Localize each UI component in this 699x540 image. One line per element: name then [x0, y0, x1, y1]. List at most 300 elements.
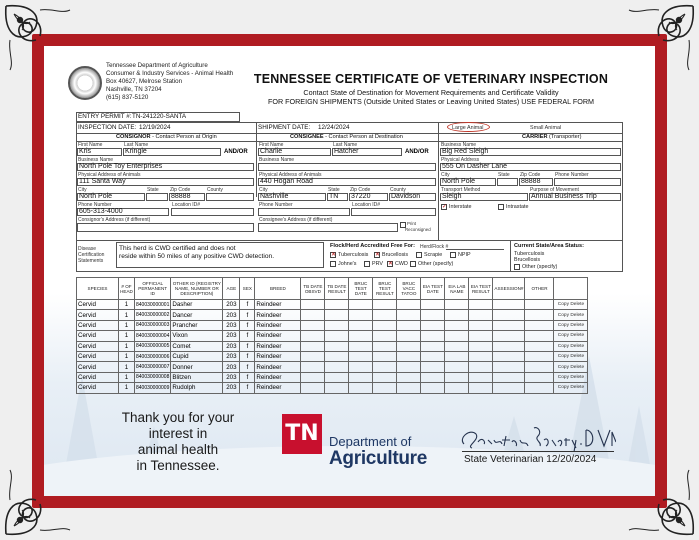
empty-test-cell[interactable]: [525, 341, 554, 351]
table-row[interactable]: [77, 351, 588, 361]
empty-test-cell[interactable]: [421, 320, 445, 330]
copy-row-button[interactable]: Copy: [557, 322, 569, 328]
other-id-cell[interactable]: Rudolph: [171, 383, 223, 393]
head-count-cell[interactable]: 1: [119, 331, 135, 341]
empty-test-cell[interactable]: [325, 362, 349, 372]
row-actions: [554, 372, 588, 382]
empty-test-cell[interactable]: [445, 310, 469, 320]
sex-cell[interactable]: f: [240, 331, 255, 341]
empty-test-cell[interactable]: [421, 351, 445, 361]
empty-test-cell[interactable]: [493, 383, 525, 393]
empty-test-cell[interactable]: [469, 300, 493, 310]
breed-cell[interactable]: Reindeer: [255, 320, 301, 330]
empty-test-cell[interactable]: [469, 351, 493, 361]
empty-test-cell[interactable]: [445, 351, 469, 361]
signature-text: Samantha Beaty, DVM: [584, 446, 595, 447]
official-id-cell[interactable]: 840030000004: [135, 331, 171, 341]
empty-test-cell[interactable]: [349, 372, 373, 382]
inspection-date-label: INSPECTION DATE:: [78, 124, 137, 131]
agency-name: Tennessee Department of Agriculture: [106, 62, 208, 69]
ornament-corner-top-left: [0, 0, 82, 82]
empty-test-cell[interactable]: [325, 300, 349, 310]
empty-test-cell[interactable]: [325, 341, 349, 351]
consignor-address: 111 Santa Way: [79, 178, 126, 185]
delete-row-button[interactable]: Delete: [570, 354, 585, 360]
thanks-line-4: in Tennessee.: [136, 458, 220, 473]
current-tb-label: Tuberculosis: [514, 251, 545, 257]
empty-test-cell[interactable]: [445, 372, 469, 382]
empty-test-cell[interactable]: [525, 351, 554, 361]
consignor-header: [116, 134, 217, 140]
official-id-cell[interactable]: 840030000008: [135, 372, 171, 382]
consignee-title: CONSIGNEE: [290, 134, 324, 140]
age-cell[interactable]: 203: [223, 362, 240, 372]
delete-row-button[interactable]: Delete: [570, 322, 585, 328]
disease-statement-label: Disease Certification Statements: [78, 246, 105, 264]
consignor-location-label: Location ID#: [172, 202, 201, 208]
official-id-cell[interactable]: 840030000001: [135, 300, 171, 310]
tb-free-checkbox[interactable]: ✕: [331, 252, 337, 258]
head-count-cell[interactable]: 1: [119, 300, 135, 310]
empty-test-cell[interactable]: [373, 341, 397, 351]
flock-accredited-label: Flock/Herd Accredited Free For:: [330, 243, 415, 249]
empty-test-cell[interactable]: [349, 383, 373, 393]
empty-test-cell[interactable]: [445, 341, 469, 351]
empty-test-cell[interactable]: [397, 331, 421, 341]
empty-test-cell[interactable]: [397, 300, 421, 310]
entry-permit-label: ENTRY PERMIT #:: [78, 113, 132, 120]
empty-test-cell[interactable]: [301, 383, 325, 393]
column-header: SEX: [240, 278, 255, 300]
empty-test-cell[interactable]: [325, 310, 349, 320]
empty-test-cell[interactable]: [373, 320, 397, 330]
empty-test-cell[interactable]: [469, 372, 493, 382]
scrapie-checkbox[interactable]: [416, 252, 422, 258]
sex-cell[interactable]: f: [240, 300, 255, 310]
carrier-phone-field[interactable]: [554, 178, 621, 186]
breed-cell[interactable]: Reindeer: [255, 372, 301, 382]
empty-test-cell[interactable]: [373, 351, 397, 361]
consignor-zip: 88888: [171, 193, 191, 200]
consignee-phone-field[interactable]: [258, 208, 350, 216]
species-cell[interactable]: Cervid: [77, 310, 119, 320]
empty-test-cell[interactable]: [325, 383, 349, 393]
consignee-alt-address-label: Consignee's Address (if different): [259, 217, 333, 223]
official-id-cell[interactable]: 840030000006: [135, 351, 171, 361]
sex-cell[interactable]: f: [240, 372, 255, 382]
other-id-cell[interactable]: Comet: [171, 341, 223, 351]
agriculture-text: Agriculture: [329, 448, 428, 469]
delete-row-button[interactable]: Delete: [570, 302, 585, 308]
empty-test-cell[interactable]: [397, 341, 421, 351]
consignor-city-label: City: [78, 187, 87, 193]
consignor-last-name: Kringle: [125, 148, 147, 155]
ornament-corner-top-right: [617, 0, 699, 82]
age-cell[interactable]: 203: [223, 310, 240, 320]
empty-test-cell[interactable]: [421, 331, 445, 341]
other-specify-label: Other (specify): [418, 261, 454, 267]
certificate-paper: [44, 46, 655, 496]
empty-test-cell[interactable]: [373, 383, 397, 393]
table-header-row: [77, 278, 588, 300]
empty-test-cell[interactable]: [373, 300, 397, 310]
divider: [76, 240, 623, 241]
consignor-alt-address-field[interactable]: [77, 223, 254, 232]
head-count-cell[interactable]: 1: [119, 383, 135, 393]
table-row[interactable]: [77, 331, 588, 341]
empty-test-cell[interactable]: [493, 372, 525, 382]
empty-test-cell[interactable]: [469, 341, 493, 351]
breed-cell[interactable]: Reindeer: [255, 341, 301, 351]
breed-cell[interactable]: Reindeer: [255, 362, 301, 372]
sex-cell[interactable]: f: [240, 320, 255, 330]
consignee-business-field[interactable]: [258, 163, 436, 171]
thanks-line-1: Thank you for your: [121, 410, 235, 425]
age-cell[interactable]: 203: [223, 372, 240, 382]
carrier-state-field[interactable]: [497, 178, 518, 186]
carrier-state-label: State: [498, 172, 510, 178]
empty-test-cell[interactable]: [445, 331, 469, 341]
large-animal-option[interactable]: Large Animal: [452, 125, 484, 131]
age-cell[interactable]: 203: [223, 331, 240, 341]
empty-test-cell[interactable]: [301, 320, 325, 330]
empty-test-cell[interactable]: [493, 341, 525, 351]
copy-row-button[interactable]: Copy: [557, 312, 569, 318]
purpose-label: Purpose of Movement: [530, 187, 579, 193]
consignee-alt-address-field[interactable]: [258, 223, 398, 232]
delete-row-button[interactable]: Delete: [570, 333, 585, 339]
age-cell[interactable]: 203: [223, 351, 240, 361]
bruc-free-label: Brucellosis: [382, 252, 409, 258]
head-count-cell[interactable]: 1: [119, 362, 135, 372]
consignee-location-field[interactable]: [351, 208, 436, 216]
column-header: OFFICIAL PERMANENT ID: [135, 278, 171, 300]
reconsigned-label: Reconsigned: [405, 227, 431, 232]
column-header: TB DATE OBSVD: [301, 278, 325, 300]
divider: [510, 240, 511, 272]
carrier-subtitle: (Transporter): [549, 134, 582, 140]
empty-test-cell[interactable]: [445, 383, 469, 393]
empty-test-cell[interactable]: [301, 372, 325, 382]
empty-test-cell[interactable]: [525, 310, 554, 320]
official-id-cell[interactable]: 840030000009: [135, 383, 171, 393]
other-id-cell[interactable]: Blitzen: [171, 372, 223, 382]
empty-test-cell[interactable]: [301, 362, 325, 372]
carrier-header: [522, 134, 581, 140]
tb-free-label: Tuberculosis: [338, 252, 369, 258]
copy-row-button[interactable]: Copy: [557, 364, 569, 370]
column-header: EIA LAB NAME: [445, 278, 469, 300]
consignor-zip-label: Zip Code: [170, 187, 191, 193]
consignee-zip: 37220: [351, 193, 371, 200]
cwd-checkbox[interactable]: ✕: [388, 261, 394, 267]
empty-test-cell[interactable]: [373, 362, 397, 372]
print-label: Print: [407, 221, 417, 226]
divider: [438, 122, 439, 240]
agency-box: Box 40627, Melrose Station: [106, 78, 183, 85]
age-cell[interactable]: 203: [223, 383, 240, 393]
empty-test-cell[interactable]: [325, 372, 349, 382]
row-actions: [554, 300, 588, 310]
empty-test-cell[interactable]: [301, 351, 325, 361]
delete-row-button[interactable]: Delete: [570, 385, 585, 391]
carrier-phone-label: Phone Number: [555, 172, 589, 178]
other-id-cell[interactable]: Vixon: [171, 331, 223, 341]
table-row[interactable]: [77, 383, 588, 393]
table-row[interactable]: [77, 362, 588, 372]
age-cell[interactable]: 203: [223, 320, 240, 330]
empty-test-cell[interactable]: [397, 320, 421, 330]
entry-permit-value[interactable]: TN-241220-SANTA: [132, 113, 187, 120]
sex-cell[interactable]: f: [240, 383, 255, 393]
carrier-city: North Pole: [442, 178, 476, 185]
empty-test-cell[interactable]: [469, 310, 493, 320]
head-count-cell[interactable]: 1: [119, 351, 135, 361]
breed-cell[interactable]: Reindeer: [255, 383, 301, 393]
column-header: [554, 278, 588, 300]
breed-cell[interactable]: Reindeer: [255, 300, 301, 310]
intrastate-label: Intrastate: [506, 204, 529, 210]
divider: [256, 122, 257, 197]
agency-city: Nashville, TN 37204: [106, 86, 162, 93]
consignee-county: Davidson: [391, 193, 421, 200]
official-id-cell[interactable]: 840030000002: [135, 310, 171, 320]
column-header: SPECIES: [77, 278, 119, 300]
delete-row-button[interactable]: Delete: [570, 343, 585, 349]
column-header: OTHER ID (REGISTRY NAME, NUMBER OR DESCRIPTION): [171, 278, 223, 300]
small-animal-option[interactable]: Small Animal: [530, 125, 562, 131]
head-count-cell[interactable]: 1: [119, 310, 135, 320]
empty-test-cell[interactable]: [301, 331, 325, 341]
table-row[interactable]: [77, 372, 588, 382]
johnes-checkbox[interactable]: [330, 261, 336, 267]
other-specify-checkbox[interactable]: [410, 261, 416, 267]
table-row[interactable]: [77, 320, 588, 330]
empty-test-cell[interactable]: [349, 310, 373, 320]
thank-you-message: [98, 410, 258, 474]
consignor-city: North Pole: [79, 193, 113, 200]
head-count-cell[interactable]: 1: [119, 372, 135, 382]
thanks-line-3: animal health: [137, 442, 219, 457]
carrier-zip: 88888: [521, 178, 541, 185]
empty-test-cell[interactable]: [301, 300, 325, 310]
consignor-phone-label: Phone Number: [78, 202, 112, 208]
delete-row-button[interactable]: Delete: [570, 374, 585, 380]
empty-test-cell[interactable]: [421, 383, 445, 393]
consignor-state-field[interactable]: [146, 193, 168, 201]
species-cell[interactable]: Cervid: [77, 362, 119, 372]
shipment-date-value[interactable]: 12/24/2024: [318, 124, 350, 131]
column-header: BRUC VACC TATOO: [397, 278, 421, 300]
empty-test-cell[interactable]: [493, 362, 525, 372]
npip-label: NPIP: [458, 252, 471, 258]
consignor-title: CONSIGNOR: [116, 134, 151, 140]
table-row[interactable]: [77, 341, 588, 351]
carrier-city-label: City: [441, 172, 450, 178]
column-header: BRUC TEST DATE: [349, 278, 373, 300]
empty-test-cell[interactable]: [493, 320, 525, 330]
consignee-city: Nashville: [260, 193, 289, 200]
age-cell[interactable]: 203: [223, 300, 240, 310]
breed-cell[interactable]: Reindeer: [255, 351, 301, 361]
official-id-cell[interactable]: 840030000007: [135, 362, 171, 372]
empty-test-cell[interactable]: [469, 331, 493, 341]
johnes-label: Johne's: [338, 261, 357, 267]
copy-row-button[interactable]: Copy: [557, 354, 569, 360]
state-veterinarian-caption: State Veterinarian 12/20/2024: [464, 454, 597, 465]
consignee-state-label: State: [328, 187, 340, 193]
official-id-cell[interactable]: 840030000003: [135, 320, 171, 330]
table-row[interactable]: [77, 310, 588, 320]
empty-test-cell[interactable]: [445, 362, 469, 372]
delete-row-button[interactable]: Delete: [570, 364, 585, 370]
other-id-cell[interactable]: Donner: [171, 362, 223, 372]
copy-row-button[interactable]: Copy: [557, 374, 569, 380]
species-cell[interactable]: Cervid: [77, 372, 119, 382]
sex-cell[interactable]: f: [240, 362, 255, 372]
sex-cell[interactable]: f: [240, 310, 255, 320]
empty-test-cell[interactable]: [397, 372, 421, 382]
subtitle-line-2: FOR FOREIGN SHIPMENTS (Outside United States or Leaving United States) USE FEDERAL FORM: [267, 97, 595, 106]
delete-row-button[interactable]: Delete: [570, 312, 585, 318]
species-cell[interactable]: Cervid: [77, 320, 119, 330]
copy-row-button[interactable]: Copy: [557, 385, 569, 391]
empty-test-cell[interactable]: [349, 300, 373, 310]
species-cell[interactable]: Cervid: [77, 331, 119, 341]
empty-test-cell[interactable]: [493, 300, 525, 310]
species-cell[interactable]: Cervid: [77, 300, 119, 310]
consignee-address: 440 Hogan Road: [260, 178, 313, 185]
empty-test-cell[interactable]: [525, 383, 554, 393]
column-header: AGE: [223, 278, 240, 300]
empty-test-cell[interactable]: [421, 372, 445, 382]
consignor-county-field[interactable]: [206, 193, 254, 201]
carrier-zip-label: Zip Code: [520, 172, 541, 178]
empty-test-cell[interactable]: [397, 383, 421, 393]
species-cell[interactable]: Cervid: [77, 383, 119, 393]
other-id-cell[interactable]: Prancher: [171, 320, 223, 330]
column-header: EIA TEST RESULT: [469, 278, 493, 300]
certificate-title: TENNESSEE CERTIFICATE OF VETERINARY INSPECTION: [253, 72, 609, 86]
copy-row-button[interactable]: Copy: [557, 302, 569, 308]
empty-test-cell[interactable]: [373, 310, 397, 320]
column-header: TB DATE RESULT: [325, 278, 349, 300]
interstate-checkbox[interactable]: ✓: [442, 204, 448, 210]
copy-row-button[interactable]: Copy: [557, 343, 569, 349]
empty-test-cell[interactable]: [525, 300, 554, 310]
empty-test-cell[interactable]: [325, 351, 349, 361]
empty-test-cell[interactable]: [525, 362, 554, 372]
empty-test-cell[interactable]: [301, 310, 325, 320]
empty-test-cell[interactable]: [397, 310, 421, 320]
head-count-cell[interactable]: 1: [119, 320, 135, 330]
purpose-value: Annual Business Trip: [531, 193, 597, 200]
bruc-free-checkbox[interactable]: ✕: [375, 252, 381, 258]
breed-cell[interactable]: Reindeer: [255, 310, 301, 320]
prv-checkbox[interactable]: [364, 261, 370, 267]
copy-row-button[interactable]: Copy: [557, 333, 569, 339]
row-actions: [554, 351, 588, 361]
empty-test-cell[interactable]: [325, 320, 349, 330]
empty-test-cell[interactable]: [325, 331, 349, 341]
consignor-phone: 605-313-4000: [79, 208, 123, 215]
sex-cell[interactable]: f: [240, 341, 255, 351]
prv-label: PRV: [372, 261, 383, 267]
empty-test-cell[interactable]: [525, 331, 554, 341]
consignor-location-field[interactable]: [171, 208, 254, 216]
empty-test-cell[interactable]: [301, 341, 325, 351]
breed-cell[interactable]: Reindeer: [255, 331, 301, 341]
empty-test-cell[interactable]: [525, 372, 554, 382]
other-id-cell[interactable]: Dancer: [171, 310, 223, 320]
empty-test-cell[interactable]: [349, 351, 373, 361]
npip-checkbox[interactable]: [450, 252, 456, 258]
other-id-cell[interactable]: Dasher: [171, 300, 223, 310]
species-cell[interactable]: Cervid: [77, 351, 119, 361]
current-state-label: Current State/Area Status:: [514, 243, 584, 249]
age-cell[interactable]: 203: [223, 341, 240, 351]
column-header: BREED: [255, 278, 301, 300]
empty-test-cell[interactable]: [445, 320, 469, 330]
empty-test-cell[interactable]: [493, 310, 525, 320]
empty-test-cell[interactable]: [493, 331, 525, 341]
empty-test-cell[interactable]: [397, 351, 421, 361]
empty-test-cell[interactable]: [397, 362, 421, 372]
species-cell[interactable]: Cervid: [77, 341, 119, 351]
transport-method-label: Transport Method: [441, 187, 481, 193]
dept-of-text: Department of: [329, 434, 412, 449]
consignor-last-name-label: Last Name: [124, 142, 149, 148]
empty-test-cell[interactable]: [349, 331, 373, 341]
empty-test-cell[interactable]: [469, 362, 493, 372]
empty-test-cell[interactable]: [469, 320, 493, 330]
herd-flock-number-line[interactable]: [446, 249, 504, 250]
empty-test-cell[interactable]: [525, 320, 554, 330]
consignor-first-name-label: First Name: [78, 142, 103, 148]
empty-test-cell[interactable]: [421, 310, 445, 320]
empty-test-cell[interactable]: [421, 341, 445, 351]
empty-test-cell[interactable]: [469, 383, 493, 393]
empty-test-cell[interactable]: [349, 362, 373, 372]
intrastate-checkbox[interactable]: [498, 204, 504, 210]
table-row[interactable]: [77, 300, 588, 310]
other-id-cell[interactable]: Cupid: [171, 351, 223, 361]
empty-test-cell[interactable]: [349, 320, 373, 330]
consignor-business-label: Business Name: [78, 157, 114, 163]
official-id-cell[interactable]: 840030000005: [135, 341, 171, 351]
empty-test-cell[interactable]: [421, 300, 445, 310]
empty-test-cell[interactable]: [445, 300, 469, 310]
empty-test-cell[interactable]: [421, 362, 445, 372]
inspection-date-value[interactable]: 12/19/2024: [139, 124, 171, 131]
empty-test-cell[interactable]: [493, 351, 525, 361]
empty-test-cell[interactable]: [373, 331, 397, 341]
consignee-last-name: Hatcher: [334, 148, 359, 155]
certificate-subtitle: [226, 88, 636, 106]
consignee-address-label: Physical Address of Animals: [259, 172, 322, 178]
empty-test-cell[interactable]: [373, 372, 397, 382]
current-other-checkbox[interactable]: [514, 264, 520, 270]
row-actions: [554, 331, 588, 341]
sex-cell[interactable]: f: [240, 351, 255, 361]
consignee-zip-label: Zip Code: [350, 187, 371, 193]
row-actions: [554, 310, 588, 320]
head-count-cell[interactable]: 1: [119, 341, 135, 351]
current-other-label: Other (specify): [522, 264, 558, 270]
consignee-business-label: Business Name: [259, 157, 295, 163]
consignor-alt-address-label: Consignor's Address (if different): [78, 217, 151, 223]
empty-test-cell[interactable]: [349, 341, 373, 351]
